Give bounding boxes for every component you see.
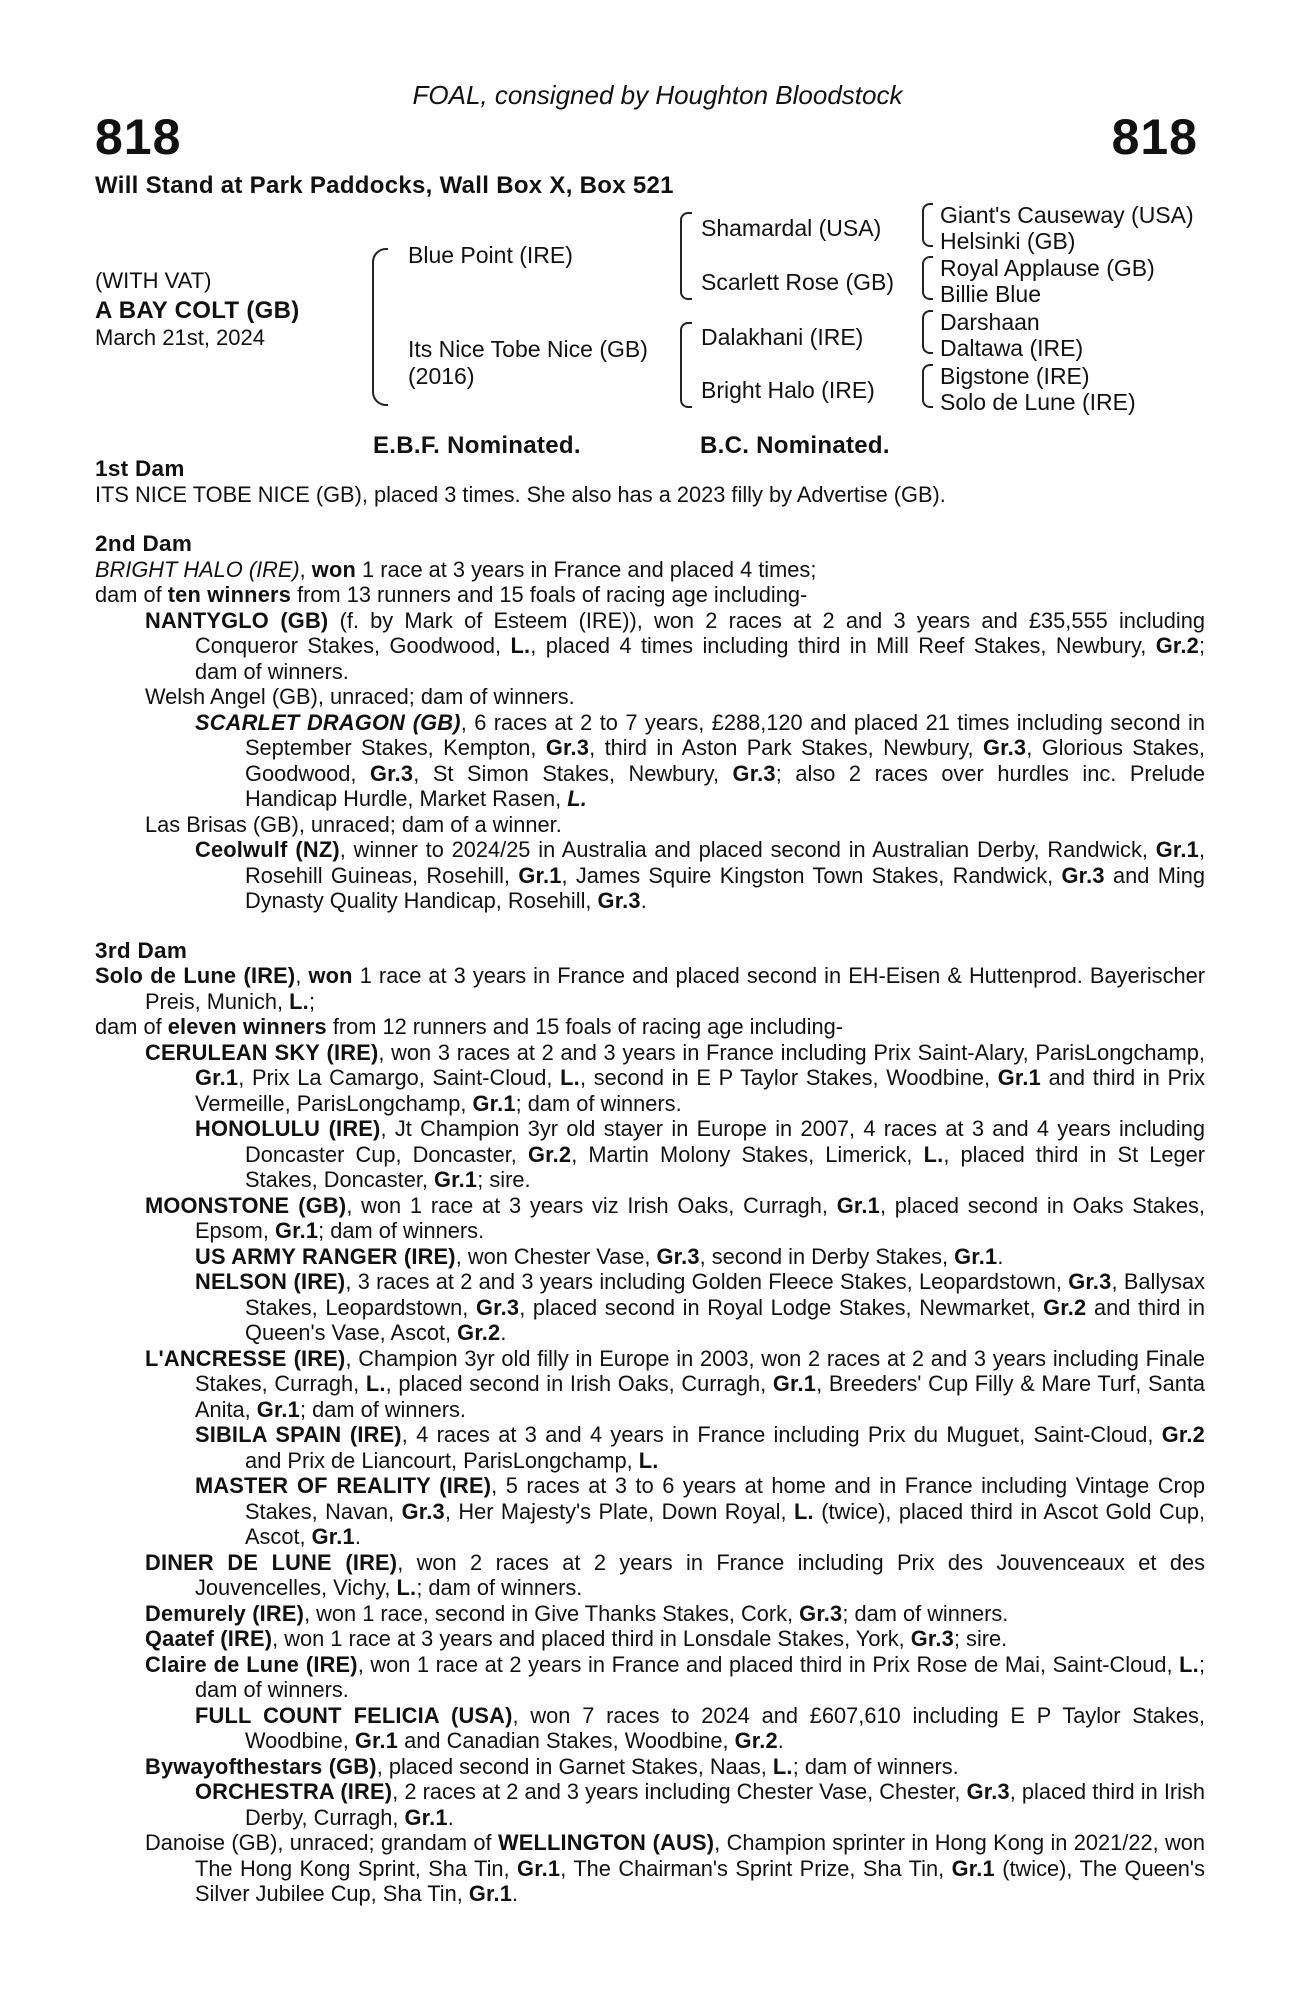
text-run: , Jt Champion 3yr old stayer in Europe in 2007, 4 races at 3 and 4 years including Doncaster Cup, Doncaster,: [245, 1116, 1205, 1167]
first-dam-text: ITS NICE TOBE NICE (GB), placed 3 times. She also has a 2023 filly by Advertise (GB).: [95, 481, 946, 507]
text-run: ; dam of winners.: [195, 1651, 1205, 1702]
text-run: Gr.1: [195, 1065, 239, 1090]
text-run: (f. by Mark of Esteem (IRE)), won 2 races at 2 and 3 years and £35,555 including Conqueror Stakes, Goodwood,: [195, 607, 1205, 658]
text-run: from 13 runners and 15 foals of racing age including-: [291, 582, 808, 607]
text-run: Gr.3: [401, 1498, 445, 1524]
text-run: US ARMY RANGER (IRE): [195, 1243, 456, 1269]
pedigree-brace: [922, 310, 933, 354]
third-dam-heading: 3rd Dam: [95, 937, 188, 963]
produce-entry: [95, 608, 1205, 685]
text-run: , Her Majesty's Plate, Down Royal,: [444, 1498, 794, 1524]
produce-entry: [95, 1652, 1205, 1703]
text-run: , James Squire Kingston Town Stakes, Randwick,: [561, 862, 1062, 888]
text-run: Gr.2: [527, 1141, 572, 1167]
text-run: ; dam of winners.: [195, 633, 1205, 684]
text-run: ; dam of winners.: [515, 1090, 682, 1116]
text-run: , Champion 3yr old filly in Europe in 2003, won 2 races at 2 and 3 years including Finale Stakes, Curragh,: [195, 1345, 1205, 1396]
text-run: L.: [396, 1575, 417, 1600]
text-run: Gr.2: [1161, 1422, 1205, 1447]
text-run: Gr.1: [517, 1855, 561, 1881]
text-run: , St Simon Stakes, Newbury,: [413, 760, 733, 786]
text-run: Gr.3: [910, 1626, 954, 1651]
produce-entry: [95, 1626, 1205, 1652]
sire-dam-name: Scarlett Rose (GB): [701, 269, 894, 295]
text-run: ; dam of winners.: [300, 1396, 466, 1422]
text-run: Gr.3: [966, 1779, 1010, 1804]
text-run: HONOLULU (IRE): [195, 1116, 381, 1141]
text-run: eleven winners: [167, 1014, 327, 1039]
pedigree-brace: [680, 212, 692, 300]
ancestor-g7: Bigstone (IRE): [940, 363, 1090, 389]
text-run: .: [447, 1804, 454, 1830]
produce-entry: [95, 1116, 1205, 1193]
ancestor-g6: Daltawa (IRE): [940, 335, 1084, 361]
text-run: 1 race at 3 years in France and placed 4 times;: [355, 556, 817, 582]
text-run: , placed third in St Leger Stakes, Doncaster,: [245, 1141, 1205, 1192]
produce-entry: [95, 1269, 1205, 1346]
text-run: Gr.1: [772, 1371, 817, 1396]
text-run: L'ANCRESSE (IRE): [145, 1345, 346, 1371]
text-run: Gr.3: [475, 1294, 520, 1320]
vat-note: (WITH VAT): [95, 268, 212, 293]
text-run: Gr.3: [799, 1600, 843, 1626]
text-run: ; dam of winners.: [842, 1600, 1009, 1626]
ancestor-g4: Billie Blue: [940, 281, 1041, 307]
text-run: , winner to 2024/25 in Australia and placed second in Australian Derby, Randwick,: [339, 837, 1156, 862]
text-run: , 4 races at 3 and 4 years in France including Prix du Muguet, Saint-Cloud,: [401, 1422, 1162, 1447]
text-run: Gr.2: [1043, 1294, 1087, 1320]
text-run: and third in Queen's Vase, Ascot,: [245, 1294, 1206, 1345]
text-run: SCARLET DRAGON (GB): [195, 709, 461, 735]
text-run: (twice), placed third in Ascot Gold Cup, Ascot,: [245, 1498, 1206, 1549]
text-run: NANTYGLO (GB): [145, 607, 329, 633]
text-run: , won 1 race at 3 years viz Irish Oaks, Curragh,: [346, 1192, 837, 1218]
ancestor-g1: Giant's Causeway (USA): [940, 202, 1194, 228]
first-dam-heading: 1st Dam: [95, 456, 185, 481]
text-run: Gr.1: [311, 1524, 355, 1549]
text-run: L.: [365, 1371, 386, 1396]
text-run: L.: [772, 1753, 793, 1779]
text-run: , won 1 race, second in Give Thanks Stakes, Cork,: [304, 1600, 800, 1626]
text-run: and Prix de Liancourt, ParisLongchamp,: [245, 1447, 639, 1473]
text-run: Gr.3: [732, 760, 776, 786]
horse-description: A BAY COLT (GB): [95, 297, 300, 324]
text-run: , 5 races at 3 to 6 years at home and in France including Vintage Crop Stakes, Navan,: [245, 1473, 1205, 1524]
text-run: Solo de Lune (IRE): [95, 963, 296, 988]
text-run: .: [512, 1881, 519, 1906]
pedigree-brace: [680, 322, 692, 408]
text-run: , won Chester Vase,: [455, 1243, 657, 1269]
text-run: Gr.1: [434, 1167, 478, 1192]
ancestor-g3: Royal Applause (GB): [940, 255, 1155, 281]
text-run: , placed third in Irish Derby, Curragh,: [245, 1779, 1205, 1830]
text-run: CERULEAN SKY (IRE): [145, 1039, 379, 1065]
text-run: , won 3 races at 2 and 3 years in France including Prix Saint-Alary, ParisLongchamp,: [378, 1039, 1205, 1065]
text-run: Gr.1: [954, 1243, 998, 1269]
text-run: , Prix La Camargo, Saint-Cloud,: [238, 1065, 561, 1090]
dam-name: Its Nice Tobe Nice (GB): [408, 336, 648, 362]
text-run: Gr.1: [997, 1065, 1041, 1090]
produce-entry: [95, 1779, 1205, 1830]
text-run: .: [354, 1524, 361, 1549]
text-run: 1 race at 3 years in France and placed second in EH-Eisen & Huttenprod. Bayerischer Preis, Munich,: [145, 963, 1205, 1014]
text-run: , second in E P Taylor Stakes, Woodbine,: [579, 1065, 998, 1090]
produce-entry: [95, 1703, 1205, 1754]
text-run: FULL COUNT FELICIA (USA): [195, 1702, 513, 1728]
text-run: , Glorious Stakes, Goodwood,: [245, 735, 1205, 786]
produce-entry: [95, 1193, 1205, 1244]
produce-entry: [95, 1754, 1205, 1780]
produce-entry: [95, 1550, 1205, 1601]
text-run: Demurely (IRE): [145, 1600, 305, 1626]
dam-dam-name: Bright Halo (IRE): [701, 377, 875, 403]
text-run: ; sire.: [953, 1626, 1008, 1651]
text-run: Danoise (GB), unraced; grandam of: [145, 1830, 498, 1855]
produce-entry: Las Brisas (GB), unraced; dam of a winner.: [145, 811, 562, 837]
stabling-line: Will Stand at Park Paddocks, Wall Box X, Box 521: [95, 172, 674, 199]
text-run: , 6 races at 2 to 7 years, £288,120 and placed 21 times including second in September Stakes, Kempton,: [245, 709, 1205, 760]
pedigree-brace: [372, 248, 388, 406]
second-dam-record: [95, 582, 1205, 608]
produce-entry: [95, 1244, 1205, 1270]
text-run: Gr.3: [983, 735, 1027, 760]
text-run: Ceolwulf (NZ): [195, 837, 340, 862]
ancestor-g8: Solo de Lune (IRE): [940, 389, 1136, 415]
ebf-nomination: E.B.F. Nominated.: [373, 432, 581, 459]
text-run: Claire de Lune (IRE): [145, 1651, 358, 1677]
text-run: L.: [794, 1498, 814, 1524]
text-run: , placed 4 times including third in Mill Reef Stakes, Newbury,: [530, 633, 1156, 658]
text-run: , Rosehill Guineas, Rosehill,: [245, 837, 1205, 888]
produce-entry: Welsh Angel (GB), unraced; dam of winners.: [145, 684, 575, 709]
text-run: Qaatef (IRE): [145, 1626, 273, 1651]
text-run: L.: [560, 1065, 580, 1090]
text-run: , second in Derby Stakes,: [699, 1243, 955, 1269]
third-dam-record: [95, 1014, 1205, 1040]
text-run: L.: [638, 1447, 659, 1473]
text-run: and third in Prix Vermeille, ParisLongchamp,: [195, 1065, 1205, 1116]
text-run: Gr.1: [404, 1804, 448, 1830]
text-run: , won 1 race at 2 years in France and placed third in Prix Rose de Mai, Saint-Cloud,: [357, 1651, 1180, 1677]
text-run: Gr.1: [256, 1396, 301, 1422]
text-run: Gr.2: [734, 1728, 778, 1753]
text-run: Gr.3: [656, 1243, 700, 1269]
text-run: Gr.1: [472, 1090, 516, 1116]
produce-entry: [95, 1040, 1205, 1117]
text-run: Gr.1: [468, 1881, 513, 1906]
text-run: ORCHESTRA (IRE): [195, 1779, 393, 1804]
text-run: , Champion sprinter in Hong Kong in 2021/22, won The Hong Kong Sprint, Sha Tin,: [195, 1830, 1205, 1881]
text-run: .: [997, 1243, 1004, 1269]
text-run: Gr.1: [518, 862, 562, 888]
text-run: , third in Aston Park Stakes, Newbury,: [589, 735, 983, 760]
text-run: Gr.1: [354, 1728, 399, 1753]
text-run: NELSON (IRE): [195, 1269, 346, 1294]
ancestor-g2: Helsinki (GB): [940, 228, 1076, 254]
text-run: , placed second in Royal Lodge Stakes, Newmarket,: [519, 1294, 1044, 1320]
text-run: Gr.3: [370, 760, 414, 786]
text-run: (twice), The Queen's Silver Jubilee Cup, Sha Tin,: [195, 1855, 1205, 1906]
text-run: ;: [308, 988, 315, 1014]
text-run: dam of: [95, 582, 168, 607]
text-run: won: [311, 556, 356, 582]
text-run: ; dam of winners.: [416, 1575, 583, 1600]
text-run: .: [500, 1320, 507, 1345]
text-run: , placed second in Oaks Stakes, Epsom,: [195, 1192, 1205, 1243]
text-run: Gr.3: [1061, 862, 1105, 888]
text-run: and Ming Dynasty Quality Handicap, Rosehill,: [245, 862, 1205, 913]
foaling-date: March 21st, 2024: [95, 325, 265, 350]
text-run: Gr.1: [951, 1855, 995, 1881]
lot-number-right: 818: [1111, 109, 1198, 165]
pedigree-brace: [922, 203, 933, 247]
text-run: , placed second in Irish Oaks, Curragh,: [385, 1371, 773, 1396]
produce-entry: [95, 1422, 1205, 1473]
text-run: ; sire.: [477, 1167, 531, 1192]
sire-name: Blue Point (IRE): [408, 242, 573, 268]
pedigree-brace: [922, 256, 933, 300]
text-run: ,: [295, 963, 309, 988]
text-run: , won 1 race at 3 years and placed third in Lonsdale Stakes, York,: [272, 1626, 911, 1651]
text-run: L.: [1179, 1651, 1199, 1677]
text-run: SIBILA SPAIN (IRE): [195, 1422, 402, 1447]
text-run: Gr.2: [457, 1320, 501, 1345]
text-run: Gr.3: [545, 735, 590, 760]
text-run: , Breeders' Cup Filly & Mare Turf, Santa Anita,: [195, 1371, 1205, 1422]
produce-entry: [95, 837, 1205, 914]
text-run: , Martin Molony Stakes, Limerick,: [571, 1141, 924, 1167]
text-run: Gr.1: [836, 1192, 880, 1218]
text-run: .: [640, 888, 647, 913]
produce-entry: [95, 1346, 1205, 1423]
produce-entry: [95, 710, 1205, 812]
text-run: , won 2 races at 2 years in France including Prix des Jouvenceaux et des Jouvencelles, Vichy,: [195, 1549, 1205, 1600]
text-run: L.: [289, 988, 309, 1014]
text-run: , 3 races at 2 and 3 years including Golden Fleece Stakes, Leopardstown,: [345, 1269, 1069, 1294]
dam-name: BRIGHT HALO (IRE): [95, 556, 300, 582]
ancestor-g5: Darshaan: [940, 309, 1040, 335]
text-run: Gr.2: [1155, 633, 1199, 658]
text-run: from 12 runners and 15 foals of racing age including-: [326, 1014, 843, 1039]
sep-comma: ,: [299, 556, 312, 582]
consignor-line: FOAL, consigned by Houghton Bloodstock: [412, 80, 903, 110]
text-run: ten winners: [167, 582, 292, 607]
text-run: , 2 races at 2 and 3 years including Chester Vase, Chester,: [392, 1779, 967, 1804]
text-run: ; also 2 races over hurdles inc. Prelude Handicap Hurdle, Market Rasen,: [245, 760, 1205, 811]
pedigree-brace: [922, 364, 933, 408]
text-run: Gr.3: [597, 888, 641, 913]
text-run: L.: [923, 1141, 944, 1167]
pedigree-notes: [95, 456, 1205, 1907]
produce-entry: [95, 1601, 1205, 1627]
sire-sire-name: Shamardal (USA): [701, 215, 882, 241]
text-run: , won 7 races to 2024 and £607,610 including E P Taylor Stakes, Woodbine,: [245, 1702, 1205, 1753]
text-run: ; dam of winners.: [792, 1753, 959, 1779]
text-run: MOONSTONE (GB): [145, 1192, 347, 1218]
text-run: Bywayofthestars (GB): [145, 1753, 377, 1779]
text-run: L.: [567, 786, 588, 811]
second-dam-heading: 2nd Dam: [95, 531, 193, 556]
produce-entry: [95, 1473, 1205, 1550]
text-run: won: [308, 963, 353, 988]
text-run: and Canadian Stakes, Woodbine,: [398, 1728, 735, 1753]
text-run: , Ballysax Stakes, Leopardstown,: [245, 1269, 1206, 1320]
text-run: Gr.1: [1155, 837, 1199, 862]
text-run: dam of: [95, 1014, 168, 1039]
text-run: DINER DE LUNE (IRE): [145, 1549, 398, 1575]
text-run: ; dam of winners.: [318, 1218, 485, 1243]
second-dam-intro: [95, 557, 1205, 583]
dam-sire-name: Dalakhani (IRE): [701, 324, 864, 350]
produce-entry: [95, 1830, 1205, 1907]
third-dam-intro: [95, 963, 1205, 1014]
bc-nomination: B.C. Nominated.: [700, 432, 890, 459]
lot-number-left: 818: [95, 109, 182, 165]
text-run: , The Chairman's Sprint Prize, Sha Tin,: [560, 1855, 952, 1881]
text-run: , placed second in Garnet Stakes, Naas,: [376, 1753, 773, 1779]
text-run: Gr.1: [274, 1218, 319, 1243]
text-run: Gr.3: [1068, 1269, 1112, 1294]
text-run: L.: [510, 633, 531, 658]
dam-foaling-year: (2016): [408, 363, 475, 389]
text-run: MASTER OF REALITY (IRE): [195, 1473, 492, 1498]
text-run: WELLINGTON (AUS): [497, 1830, 715, 1855]
text-run: .: [777, 1728, 784, 1753]
